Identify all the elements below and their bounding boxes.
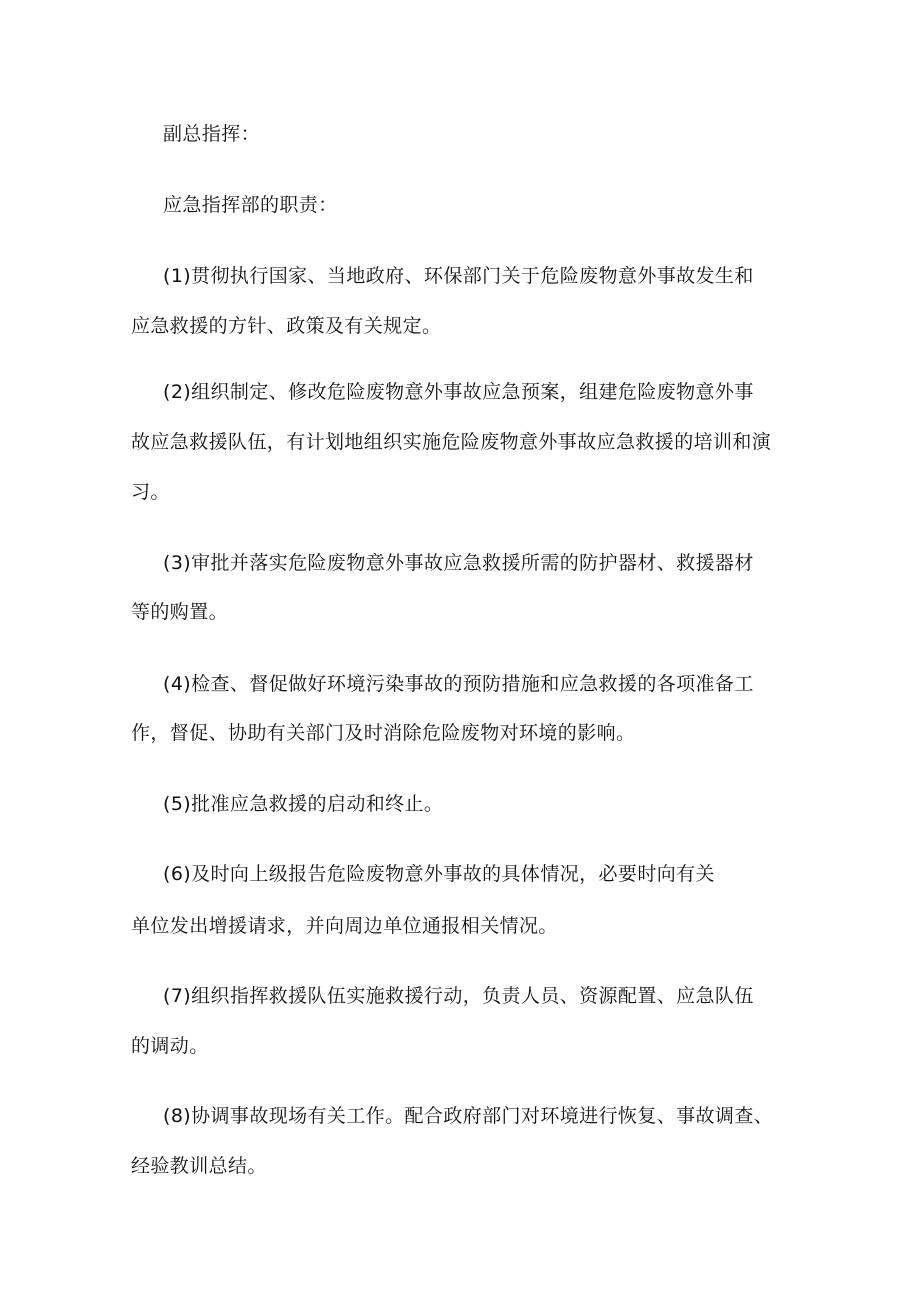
duty-item-4-line-2: 作，督促、协助有关部门及时消除危险废物对环境的影响。 <box>131 722 636 744</box>
duties-title: 应急指挥部的职责： <box>163 194 338 216</box>
duty-item-2-line-2: 故应急救援队伍，有计划地组织实施危险废物意外事故应急救援的培训和演 <box>131 431 772 453</box>
deputy-commander-heading: 副总指挥： <box>163 123 261 145</box>
duty-item-3-line-2: 等的购置。 <box>131 601 229 623</box>
duty-item-5-line-1: (5)批准应急救援的启动和终止。 <box>163 793 444 815</box>
duty-item-2-line-1: (2)组织制定、修改危险废物意外事故应急预案，组建危险废物意外事 <box>163 381 754 403</box>
duty-item-1-line-2: 应急救援的方针、政策及有关规定。 <box>131 315 442 337</box>
duty-item-8-line-2: 经验教训总结。 <box>131 1155 267 1177</box>
duty-item-6-line-1: (6)及时向上级报告危险废物意外事故的具体情况，必要时向有关 <box>163 863 715 885</box>
duty-item-8-line-1: (8)协调事故现场有关工作。配合政府部门对环境进行恢复、事故调查、 <box>163 1105 774 1127</box>
duty-item-3-line-1: (3)审批并落实危险废物意外事故应急救援所需的防护器材、救援器材 <box>163 552 754 574</box>
duty-item-2-line-3: 习。 <box>131 481 170 503</box>
duty-item-7-line-2: 的调动。 <box>131 1035 209 1057</box>
duty-item-1-line-1: (1)贯彻执行国家、当地政府、环保部门关于危险废物意外事故发生和 <box>163 265 754 287</box>
duty-item-6-line-2: 单位发出增援请求，并向周边单位通报相关情况。 <box>131 915 558 937</box>
duty-item-7-line-1: (7)组织指挥救援队伍实施救援行动，负责人员、资源配置、应急队伍 <box>163 985 754 1007</box>
duty-item-4-line-1: (4)检查、督促做好环境污染事故的预防措施和应急救援的各项准备工 <box>163 673 754 695</box>
